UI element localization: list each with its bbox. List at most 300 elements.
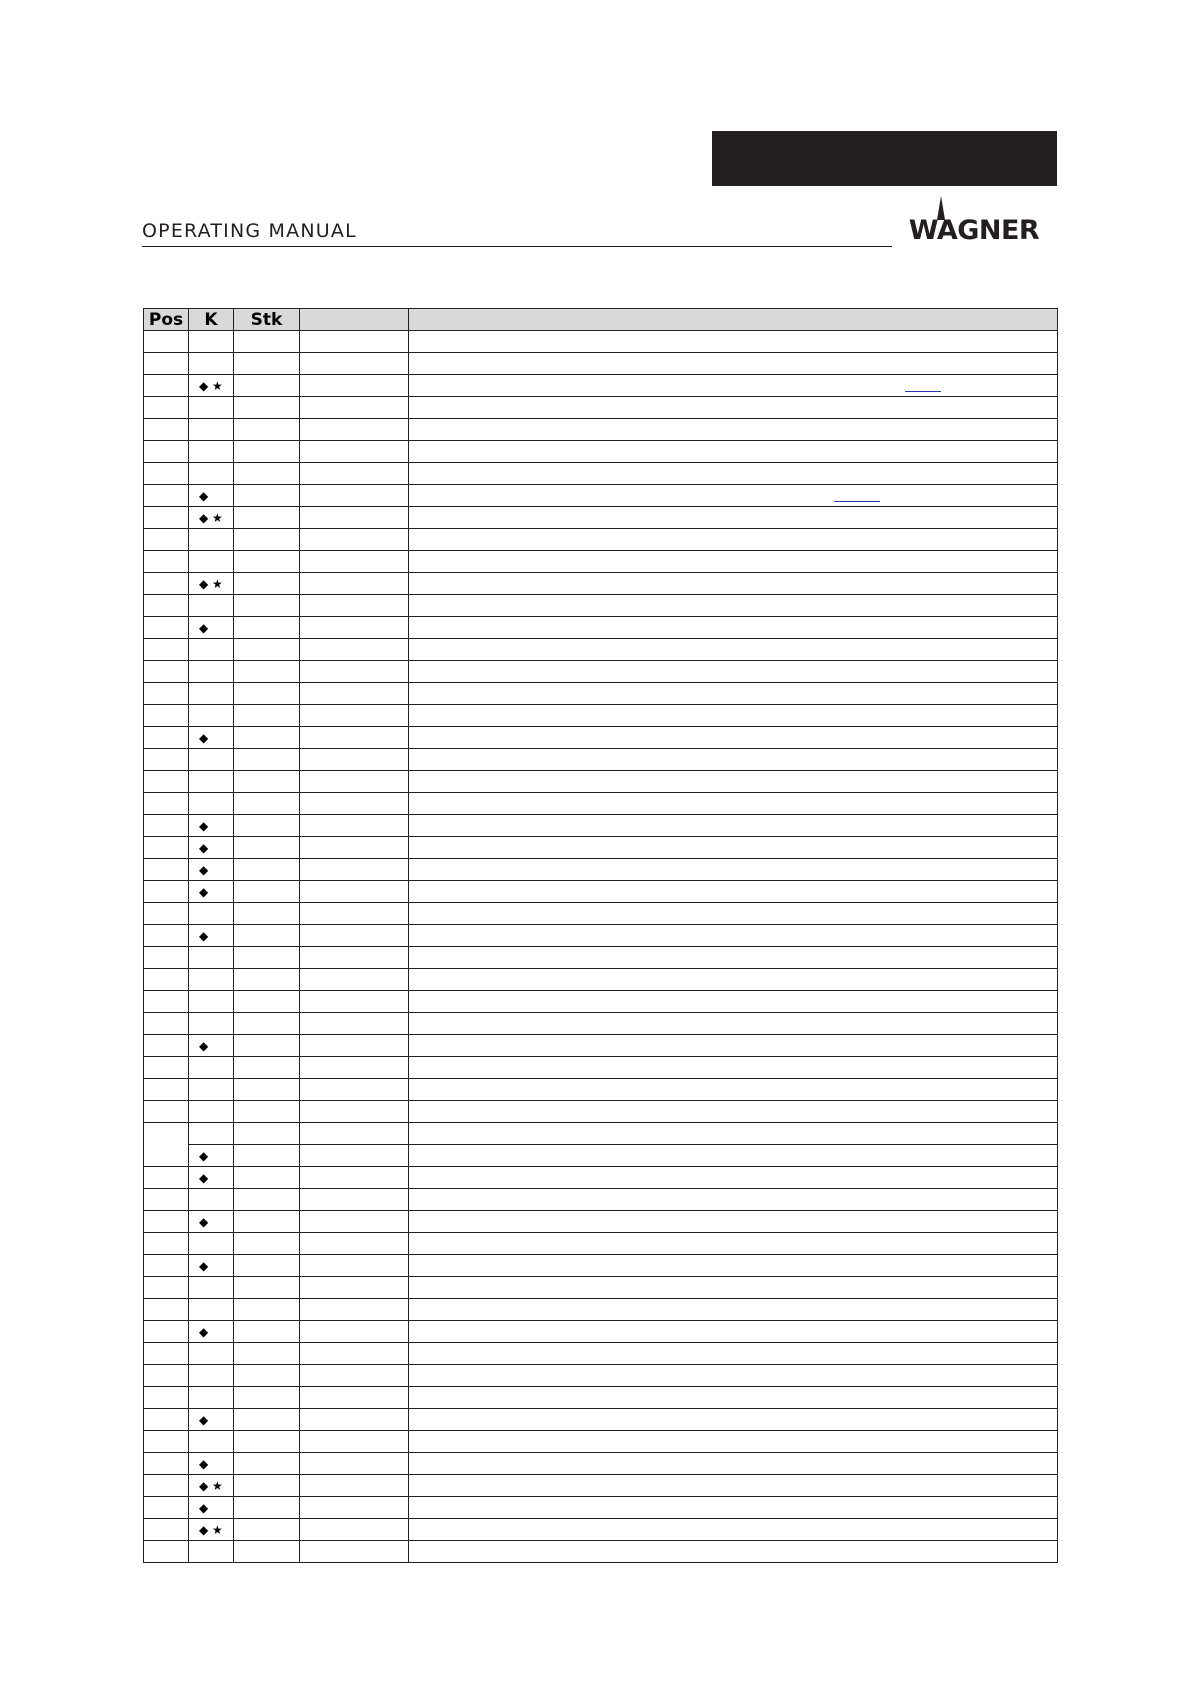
cell-stk <box>234 1035 300 1057</box>
cell-stk <box>234 1211 300 1233</box>
cell-k <box>189 1013 234 1035</box>
cell-stk <box>234 507 300 529</box>
table-header-row <box>144 309 1058 331</box>
description-link[interactable] <box>834 500 880 502</box>
cell-stk <box>234 815 300 837</box>
cell-pos <box>144 749 189 771</box>
table-row <box>144 1343 1058 1365</box>
cell-k: ◆ ★ <box>189 507 234 529</box>
cell-k <box>189 749 234 771</box>
col-header-pos: Pos <box>144 309 189 331</box>
cell-order-no <box>300 925 409 947</box>
cell-pos <box>144 793 189 815</box>
table-row <box>144 595 1058 617</box>
cell-pos <box>144 353 189 375</box>
cell-order-no <box>300 1233 409 1255</box>
cell-stk <box>234 793 300 815</box>
cell-order-no <box>300 485 409 507</box>
cell-description <box>409 705 1058 727</box>
cell-order-no <box>300 1013 409 1035</box>
cell-pos <box>144 1123 189 1167</box>
cell-description <box>409 331 1058 353</box>
cell-pos <box>144 683 189 705</box>
cell-order-no <box>300 1321 409 1343</box>
cell-stk <box>234 419 300 441</box>
table-row <box>144 1189 1058 1211</box>
cell-stk <box>234 1123 300 1145</box>
cell-order-no <box>300 1387 409 1409</box>
table-row <box>144 1541 1058 1563</box>
table-row <box>144 1123 1058 1145</box>
cell-stk <box>234 1497 300 1519</box>
cell-k: ◆ <box>189 837 234 859</box>
cell-k <box>189 419 234 441</box>
cell-order-no <box>300 1541 409 1563</box>
cell-k: ◆ <box>189 859 234 881</box>
cell-description <box>409 1013 1058 1035</box>
table-row <box>144 1233 1058 1255</box>
cell-pos <box>144 573 189 595</box>
cell-order-no <box>300 969 409 991</box>
col-header-description <box>409 309 1058 331</box>
cell-description <box>409 639 1058 661</box>
cell-order-no <box>300 749 409 771</box>
cell-pos <box>144 1431 189 1453</box>
cell-pos <box>144 1233 189 1255</box>
table-row <box>144 441 1058 463</box>
cell-description <box>409 1475 1058 1497</box>
cell-description <box>409 1541 1058 1563</box>
cell-stk <box>234 969 300 991</box>
cell-order-no <box>300 1167 409 1189</box>
cell-description <box>409 617 1058 639</box>
cell-pos <box>144 1475 189 1497</box>
cell-description <box>409 419 1058 441</box>
cell-description <box>409 1145 1058 1167</box>
table-row <box>144 837 1058 859</box>
cell-description <box>409 1497 1058 1519</box>
cell-description <box>409 1255 1058 1277</box>
cell-order-no <box>300 1123 409 1145</box>
cell-pos <box>144 661 189 683</box>
cell-description <box>409 1035 1058 1057</box>
cell-order-no <box>300 419 409 441</box>
cell-k <box>189 397 234 419</box>
cell-pos <box>144 1189 189 1211</box>
cell-stk <box>234 375 300 397</box>
cell-order-no <box>300 727 409 749</box>
cell-pos <box>144 1387 189 1409</box>
cell-k: ◆ <box>189 1211 234 1233</box>
cell-k: ◆ ★ <box>189 375 234 397</box>
cell-description <box>409 661 1058 683</box>
cell-stk <box>234 1453 300 1475</box>
cell-description <box>409 1365 1058 1387</box>
cell-order-no <box>300 463 409 485</box>
table-row <box>144 991 1058 1013</box>
cell-description <box>409 1453 1058 1475</box>
table-row <box>144 529 1058 551</box>
cell-pos <box>144 1497 189 1519</box>
page-title: OPERATING MANUAL <box>142 220 357 242</box>
cell-pos <box>144 1299 189 1321</box>
cell-k <box>189 1387 234 1409</box>
cell-k: ◆ ★ <box>189 1475 234 1497</box>
cell-description <box>409 1233 1058 1255</box>
cell-description <box>409 925 1058 947</box>
cell-description <box>409 1387 1058 1409</box>
cell-pos <box>144 1255 189 1277</box>
cell-pos <box>144 1365 189 1387</box>
col-header-order-no <box>300 309 409 331</box>
cell-pos <box>144 1453 189 1475</box>
cell-stk <box>234 1189 300 1211</box>
cell-k <box>189 947 234 969</box>
cell-stk <box>234 1145 300 1167</box>
cell-order-no <box>300 947 409 969</box>
cell-k: ◆ <box>189 727 234 749</box>
cell-stk <box>234 1167 300 1189</box>
cell-pos <box>144 727 189 749</box>
cell-stk <box>234 1255 300 1277</box>
cell-k: ◆ ★ <box>189 1519 234 1541</box>
table-row <box>144 1013 1058 1035</box>
cell-k: ◆ <box>189 815 234 837</box>
cell-stk <box>234 705 300 727</box>
cell-order-no <box>300 353 409 375</box>
table-row <box>144 617 1058 639</box>
cell-stk <box>234 595 300 617</box>
cell-k <box>189 1079 234 1101</box>
cell-pos <box>144 397 189 419</box>
cell-order-no <box>300 1255 409 1277</box>
cell-order-no <box>300 1475 409 1497</box>
cell-pos <box>144 705 189 727</box>
table-row <box>144 1035 1058 1057</box>
cell-order-no <box>300 771 409 793</box>
cell-k <box>189 1189 234 1211</box>
cell-order-no <box>300 507 409 529</box>
cell-description <box>409 441 1058 463</box>
table-row <box>144 551 1058 573</box>
table-row <box>144 485 1058 507</box>
cell-order-no <box>300 1431 409 1453</box>
cell-description <box>409 969 1058 991</box>
cell-order-no <box>300 903 409 925</box>
cell-k: ◆ <box>189 1145 234 1167</box>
cell-description <box>409 397 1058 419</box>
cell-stk <box>234 353 300 375</box>
cell-k <box>189 551 234 573</box>
cell-pos <box>144 837 189 859</box>
cell-stk <box>234 859 300 881</box>
cell-stk <box>234 1519 300 1541</box>
description-link[interactable] <box>905 390 941 392</box>
cell-order-no <box>300 529 409 551</box>
table-row <box>144 419 1058 441</box>
cell-pos <box>144 485 189 507</box>
cell-description <box>409 1167 1058 1189</box>
cell-pos <box>144 595 189 617</box>
cell-description <box>409 1409 1058 1431</box>
cell-k <box>189 1343 234 1365</box>
table-row <box>144 683 1058 705</box>
cell-stk <box>234 947 300 969</box>
cell-k: ◆ ★ <box>189 573 234 595</box>
cell-k <box>189 529 234 551</box>
cell-order-no <box>300 1497 409 1519</box>
table-row <box>144 1057 1058 1079</box>
table-row <box>144 1079 1058 1101</box>
table-row <box>144 639 1058 661</box>
cell-order-no <box>300 837 409 859</box>
cell-description <box>409 375 1058 397</box>
cell-stk <box>234 1541 300 1563</box>
table-row <box>144 1519 1058 1541</box>
cell-description <box>409 859 1058 881</box>
col-header-k: K <box>189 309 234 331</box>
cell-pos <box>144 419 189 441</box>
cell-order-no <box>300 793 409 815</box>
cell-pos <box>144 925 189 947</box>
table-row <box>144 1431 1058 1453</box>
cell-description <box>409 1277 1058 1299</box>
table-row <box>144 947 1058 969</box>
cell-order-no <box>300 1519 409 1541</box>
cell-stk <box>234 1343 300 1365</box>
table-row <box>144 1475 1058 1497</box>
cell-stk <box>234 463 300 485</box>
cell-k <box>189 1123 234 1145</box>
cell-stk <box>234 1057 300 1079</box>
cell-k: ◆ <box>189 925 234 947</box>
cell-pos <box>144 903 189 925</box>
table-row <box>144 375 1058 397</box>
cell-description <box>409 881 1058 903</box>
cell-order-no <box>300 859 409 881</box>
cell-stk <box>234 1321 300 1343</box>
cell-k: ◆ <box>189 1035 234 1057</box>
cell-k <box>189 639 234 661</box>
table-row <box>144 331 1058 353</box>
cell-stk <box>234 529 300 551</box>
cell-pos <box>144 969 189 991</box>
cell-pos <box>144 947 189 969</box>
table-row <box>144 397 1058 419</box>
cell-description <box>409 727 1058 749</box>
cell-k <box>189 661 234 683</box>
cell-k <box>189 903 234 925</box>
cell-stk <box>234 1101 300 1123</box>
cell-stk <box>234 639 300 661</box>
cell-pos <box>144 507 189 529</box>
cell-pos <box>144 529 189 551</box>
cell-stk <box>234 573 300 595</box>
cell-order-no <box>300 617 409 639</box>
cell-stk <box>234 1233 300 1255</box>
cell-stk <box>234 925 300 947</box>
cell-description <box>409 1101 1058 1123</box>
cell-pos <box>144 815 189 837</box>
cell-description <box>409 793 1058 815</box>
cell-k <box>189 1277 234 1299</box>
cell-description <box>409 771 1058 793</box>
cell-k: ◆ <box>189 1167 234 1189</box>
table-row <box>144 1299 1058 1321</box>
cell-pos <box>144 1057 189 1079</box>
table-row <box>144 771 1058 793</box>
table-row <box>144 727 1058 749</box>
col-header-stk: Stk <box>234 309 300 331</box>
cell-order-no <box>300 595 409 617</box>
cell-description <box>409 1123 1058 1145</box>
cell-k <box>189 1365 234 1387</box>
cell-k <box>189 793 234 815</box>
cell-pos <box>144 331 189 353</box>
cell-order-no <box>300 551 409 573</box>
cell-pos <box>144 1343 189 1365</box>
cell-description <box>409 353 1058 375</box>
cell-k: ◆ <box>189 1255 234 1277</box>
cell-description <box>409 529 1058 551</box>
cell-order-no <box>300 1211 409 1233</box>
cell-pos <box>144 1013 189 1035</box>
cell-pos <box>144 639 189 661</box>
cell-k <box>189 771 234 793</box>
cell-k <box>189 683 234 705</box>
cell-k <box>189 353 234 375</box>
cell-order-no <box>300 1343 409 1365</box>
cell-pos <box>144 859 189 881</box>
cell-pos <box>144 463 189 485</box>
cell-k <box>189 1233 234 1255</box>
cell-order-no <box>300 881 409 903</box>
cell-order-no <box>300 1079 409 1101</box>
cell-order-no <box>300 397 409 419</box>
table-row <box>144 815 1058 837</box>
cell-stk <box>234 617 300 639</box>
cell-pos <box>144 1101 189 1123</box>
cell-pos <box>144 1211 189 1233</box>
cell-description <box>409 1299 1058 1321</box>
cell-stk <box>234 991 300 1013</box>
cell-stk <box>234 551 300 573</box>
cell-description <box>409 507 1058 529</box>
cell-k <box>189 991 234 1013</box>
cell-description <box>409 463 1058 485</box>
header-rule <box>142 246 892 247</box>
brand-logo <box>890 196 1058 248</box>
cell-description <box>409 573 1058 595</box>
cell-stk <box>234 837 300 859</box>
cell-order-no <box>300 705 409 727</box>
cell-description <box>409 1343 1058 1365</box>
cell-stk <box>234 771 300 793</box>
table-row <box>144 881 1058 903</box>
cell-description <box>409 1079 1058 1101</box>
table-row <box>144 969 1058 991</box>
cell-stk <box>234 727 300 749</box>
cell-pos <box>144 1541 189 1563</box>
cell-stk <box>234 397 300 419</box>
cell-order-no <box>300 661 409 683</box>
table-row <box>144 1321 1058 1343</box>
cell-stk <box>234 683 300 705</box>
cell-stk <box>234 1365 300 1387</box>
cell-k: ◆ <box>189 881 234 903</box>
cell-order-no <box>300 815 409 837</box>
cell-k: ◆ <box>189 617 234 639</box>
cell-pos <box>144 1277 189 1299</box>
cell-k: ◆ <box>189 485 234 507</box>
cell-description <box>409 1321 1058 1343</box>
table-row <box>144 463 1058 485</box>
table-row <box>144 749 1058 771</box>
table-row <box>144 793 1058 815</box>
cell-stk <box>234 1013 300 1035</box>
cell-order-no <box>300 375 409 397</box>
table-row <box>144 705 1058 727</box>
cell-pos <box>144 991 189 1013</box>
table-row <box>144 1277 1058 1299</box>
cell-k <box>189 1299 234 1321</box>
table-row <box>144 1497 1058 1519</box>
table-row <box>144 661 1058 683</box>
cell-stk <box>234 441 300 463</box>
cell-order-no <box>300 639 409 661</box>
cell-pos <box>144 1409 189 1431</box>
cell-k: ◆ <box>189 1321 234 1343</box>
cell-k: ◆ <box>189 1409 234 1431</box>
table-row <box>144 1387 1058 1409</box>
table-row <box>144 1145 1058 1167</box>
table-row <box>144 1365 1058 1387</box>
cell-description <box>409 1431 1058 1453</box>
table-row <box>144 1211 1058 1233</box>
cell-stk <box>234 485 300 507</box>
cell-description <box>409 551 1058 573</box>
cell-k <box>189 1057 234 1079</box>
cell-stk <box>234 1409 300 1431</box>
table-row <box>144 1255 1058 1277</box>
cell-k: ◆ <box>189 1497 234 1519</box>
cell-description <box>409 1057 1058 1079</box>
table-row <box>144 507 1058 529</box>
cell-description <box>409 991 1058 1013</box>
cell-stk <box>234 1387 300 1409</box>
cell-k <box>189 1101 234 1123</box>
cell-description <box>409 683 1058 705</box>
cell-description <box>409 947 1058 969</box>
cell-k <box>189 595 234 617</box>
cell-stk <box>234 881 300 903</box>
cell-order-no <box>300 1299 409 1321</box>
parts-table <box>143 308 1058 1563</box>
cell-stk <box>234 1277 300 1299</box>
cell-k <box>189 1431 234 1453</box>
table-row <box>144 1453 1058 1475</box>
cell-pos <box>144 1079 189 1101</box>
cell-pos <box>144 771 189 793</box>
cell-k <box>189 441 234 463</box>
table-row <box>144 925 1058 947</box>
cell-description <box>409 595 1058 617</box>
cell-stk <box>234 1475 300 1497</box>
cell-order-no <box>300 991 409 1013</box>
cell-pos <box>144 441 189 463</box>
table-row <box>144 903 1058 925</box>
cell-order-no <box>300 1453 409 1475</box>
